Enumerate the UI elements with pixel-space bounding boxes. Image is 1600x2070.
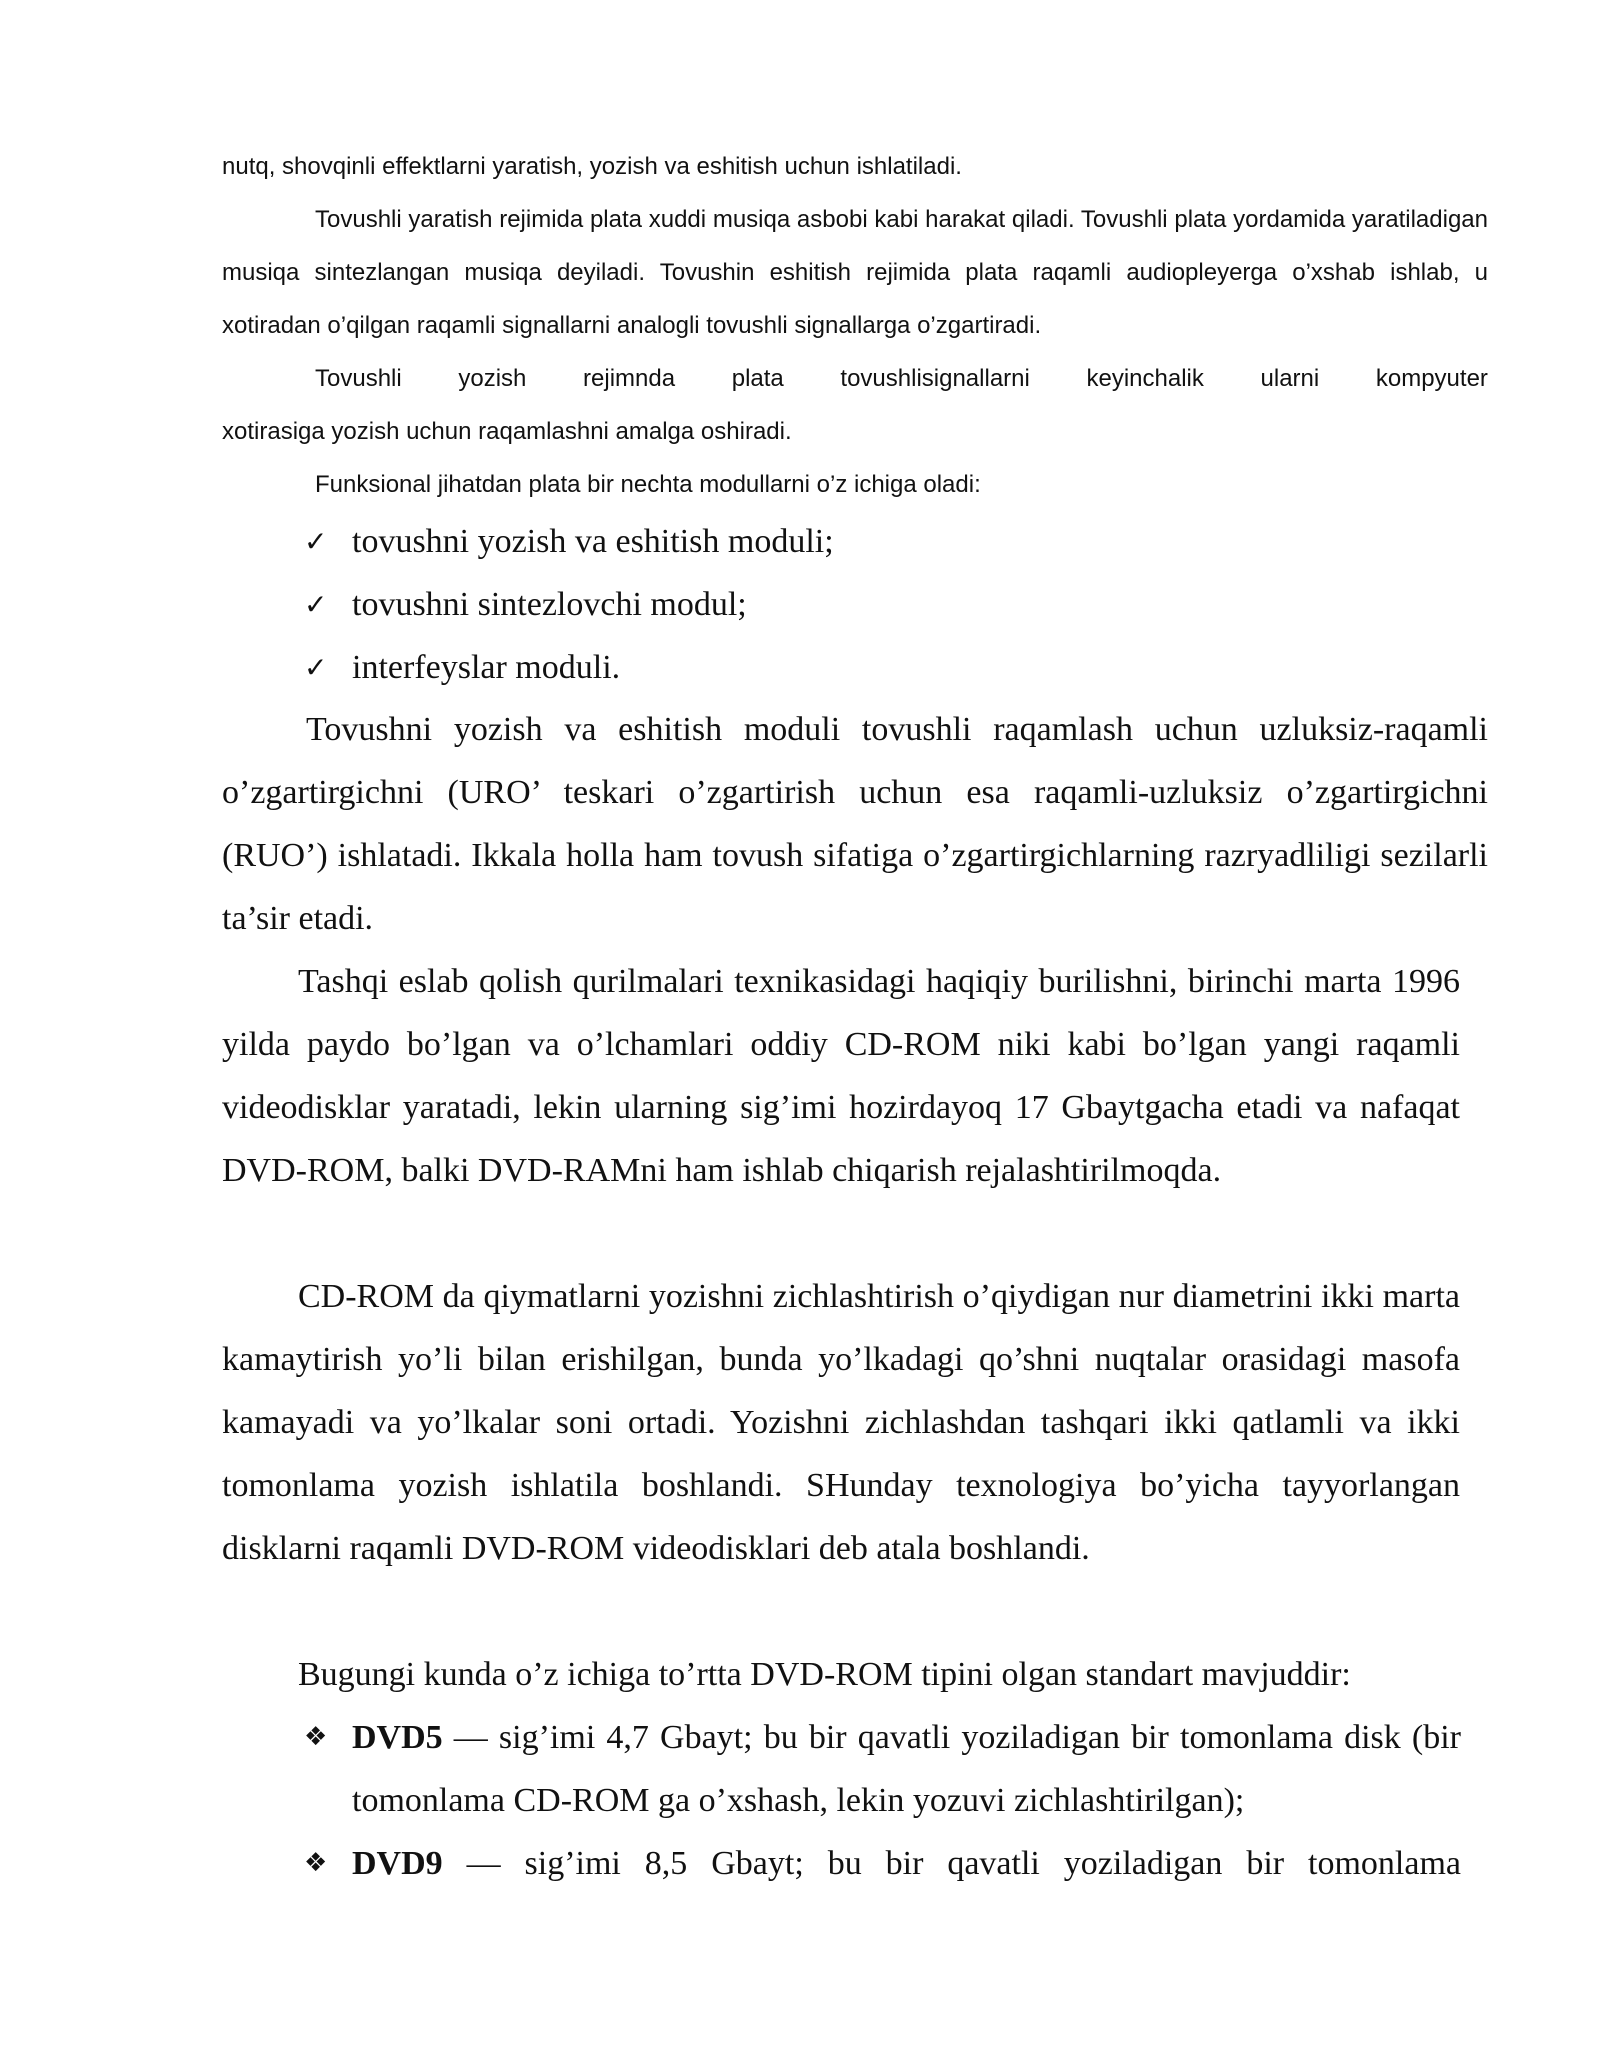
paragraph-modules-intro: Funksional jihatdan plata bir nechta modullarni o’z ichiga oladi: [315,471,981,498]
paragraph-sound-generation: Tovushli yaratish rejimida plata xuddi musiqa asbobi kabi harakat qiladi. Tovushli plata yordamida yaratiladigan musiqa sintezlangan musiqa deyiladi. Tovushin eshitish rejimida plata raqamli audiopleyerga o’xshab ishlab, u xotiradan o’qilgan raqamli signallarni analogli tovushli signallarga o’zgartiradi. [222,206,1488,339]
dvd-type-description: — sig’imi 8,5 Gbayt; bu bir qavatli yoziladigan bir tomonlama [442,1845,1461,1882]
dvd-type-name: DVD5 [352,1719,443,1756]
list-item-text: tovushni yozish va eshitish moduli; [352,523,834,560]
word: keyinchalik [1086,365,1204,392]
dvd-types-list [304,1706,1461,1895]
list-item-text: tovushni sintezlovchi modul; [352,586,747,623]
word: plata [731,365,784,392]
paragraph-cd-rom-density: CD-ROM da qiymatlarni yozishni zichlashtirish o’qiydigan nur diametrini ikki marta kamaytirish yo’li bilan erishilgan, bunda yo’lkadagi qo’shni nuqtalar orasidagi masofa kamayadi va yo’lkalar soni ortadi. Yozishni zichlashdan tashqari ikki qatlamli va ikki tomonlama yozish ishlatila boshlandi. SHunday texnologiya bo’yicha tayyorlangan disklarni raqamli DVD-ROM videodisklari deb atala boshlandi. [222,1278,1460,1567]
word: tovushlisignallarni [840,365,1030,392]
check-icon: ✓ [304,588,328,621]
word: kompyuter [1375,365,1488,392]
list-item-text: interfeyslar moduli. [352,649,621,686]
dvd-type-name: DVD9 [352,1845,443,1882]
paragraph-dvd-standard-intro: Bugungi kunda o’z ichiga to’rtta DVD-ROM tipini olgan standart mavjuddir: [298,1656,1351,1693]
paragraph-continuation: nutq, shovqinli effektlarni yaratish, yozish va eshitish uchun ishlatiladi. [222,153,962,180]
paragraph-recording-spread-line [222,352,1488,405]
list-item [304,636,834,699]
word: ularni [1260,365,1320,392]
list-item [304,573,834,636]
check-icon: ✓ [304,525,328,558]
check-icon: ✓ [304,651,328,684]
list-item [304,1832,1461,1895]
modules-list [304,510,834,699]
list-item [304,1706,1461,1832]
paragraph-recording-rest: xotirasiga yozish uchun raqamlashni amalga oshiradi. [222,418,792,445]
diamond-bullet-icon: ❖ [304,1722,328,1752]
word: yozish [458,365,527,392]
paragraph-dvd-history: Tashqi eslab qolish qurilmalari texnikasidagi haqiqiy burilishni, birinchi marta 1996 yilda paydo bo’lgan va o’lchamlari oddiy CD-ROM niki kabi bo’lgan yangi raqamli videodisklar yaratadi, lekin ularning sig’imi hozirdayoq 17 Gbaytgacha etadi va nafaqat DVD-ROM, balki DVD-RAMni ham ishlab chiqarish rejalashtirilmoqda. [222,963,1460,1189]
word: Tovushli [315,365,402,392]
list-item [304,510,834,573]
paragraph-recording-module: Tovushni yozish va eshitish moduli tovushli raqamlash uchun uzluksiz-raqamli o’zgartirgichni (URO’ teskari o’zgartirish uchun esa raqamli-uzluksiz o’zgartirgichni (RUO’) ishlatadi. Ikkala holla ham tovush sifatiga o’zgartirgichlarning razryadliligi sezilarli ta’sir etadi. [222,711,1488,937]
word: rejimnda [583,365,676,392]
dvd-type-description: — sig’imi 4,7 Gbayt; bu bir qavatli yoziladigan bir tomonlama disk (bir tomonlama CD-ROM ga o’xshash, lekin yozuvi zichlashtirilgan); [352,1719,1461,1819]
diamond-bullet-icon: ❖ [304,1848,328,1878]
